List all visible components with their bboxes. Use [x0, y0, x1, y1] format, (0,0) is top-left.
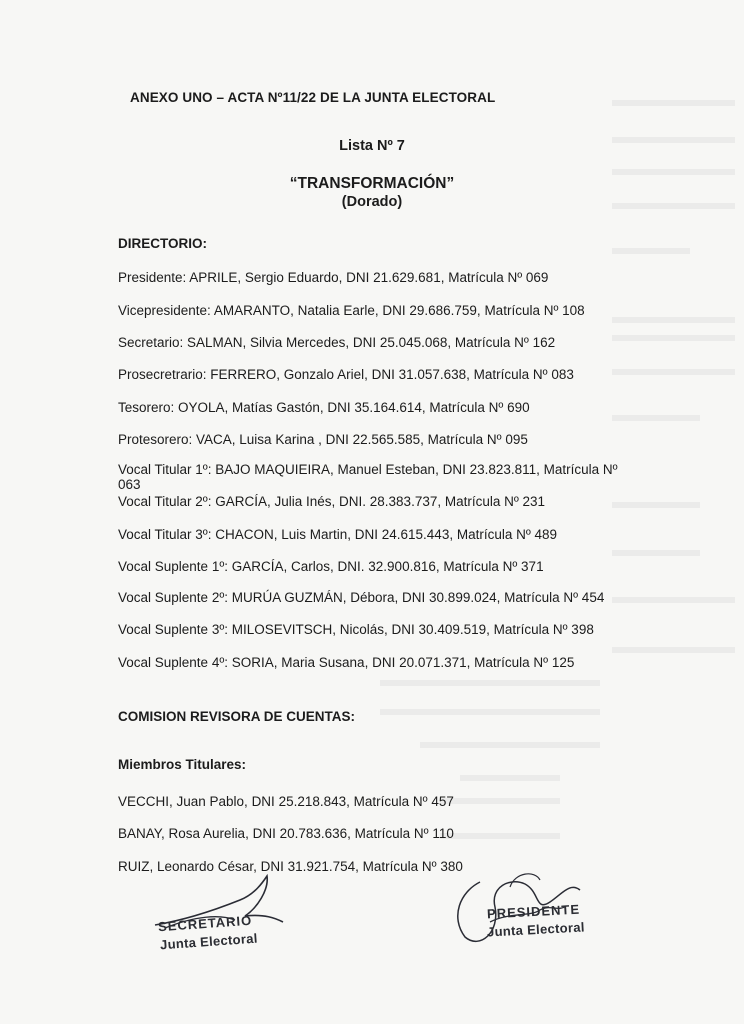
comision-entry: VECCHI, Juan Pablo, DNI 25.218.843, Matrícula Nº 457 — [118, 794, 454, 809]
secretario-seal-title: SECRETARIO — [157, 912, 253, 935]
directorio-entry: Vocal Titular 3º: CHACON, Luis Martin, DNI 24.615.443, Matrícula Nº 489 — [118, 527, 558, 542]
comision-entry: BANAY, Rosa Aurelia, DNI 20.783.636, Matrícula Nº 110 — [118, 826, 454, 841]
comision-heading: COMISION REVISORA DE CUENTAS: — [118, 709, 356, 724]
directorio-entry: Presidente: APRILE, Sergio Eduardo, DNI 21.629.681, Matrícula Nº 069 — [118, 270, 549, 285]
directorio-entry: Vocal Suplente 4º: SORIA, Maria Susana, DNI 20.071.371, Matrícula Nº 125 — [118, 655, 575, 670]
directorio-entry: Vocal Titular 2º: GARCÍA, Julia Inés, DNI. 28.383.737, Matrícula Nº 231 — [118, 494, 546, 509]
directorio-entry: Vocal Suplente 3º: MILOSEVITSCH, Nicolás, DNI 30.409.519, Matrícula Nº 398 — [118, 622, 594, 637]
directorio-entry: Vocal Titular 1º: BAJO MAQUIEIRA, Manuel Esteban, DNI 23.823.811, Matrícula Nº 063 — [118, 462, 618, 492]
directorio-entry: Vicepresidente: AMARANTO, Natalia Earle, DNI 29.686.759, Matrícula Nº 108 — [118, 303, 585, 318]
list-color: (Dorado) — [341, 194, 403, 210]
presidente-seal-subtitle: Junta Electoral — [486, 919, 586, 940]
directorio-heading: DIRECTORIO: — [118, 236, 208, 251]
annex-title: ANEXO UNO – ACTA Nº11/22 DE LA JUNTA ELECTORAL — [130, 90, 496, 105]
secretario-seal-subtitle: Junta Electoral — [159, 930, 259, 953]
list-name: “TRANSFORMACIÓN” — [289, 175, 455, 192]
directorio-entry: Vocal Suplente 2º: MURÚA GUZMÁN, Débora, DNI 30.899.024, Matrícula Nº 454 — [118, 590, 605, 605]
directorio-entry: Vocal Suplente 1º: GARCÍA, Carlos, DNI. 32.900.816, Matrícula Nº 371 — [118, 559, 544, 574]
directorio-entry: Prosecretrario: FERRERO, Gonzalo Ariel, DNI 31.057.638, Matrícula Nº 083 — [118, 367, 574, 382]
directorio-entry: Tesorero: OYOLA, Matías Gastón, DNI 35.164.614, Matrícula Nº 690 — [118, 400, 530, 415]
list-number: Lista Nº 7 — [339, 138, 405, 154]
directorio-entry: Secretario: SALMAN, Silvia Mercedes, DNI 25.045.068, Matrícula Nº 162 — [118, 335, 556, 350]
presidente-seal-title: PRESIDENTE — [486, 901, 581, 922]
comision-entry: RUIZ, Leonardo César, DNI 31.921.754, Matrícula Nº 380 — [118, 859, 463, 874]
miembros-titulares-heading: Miembros Titulares: — [118, 757, 247, 772]
directorio-entry: Protesorero: VACA, Luisa Karina , DNI 22.565.585, Matrícula Nº 095 — [118, 432, 528, 447]
